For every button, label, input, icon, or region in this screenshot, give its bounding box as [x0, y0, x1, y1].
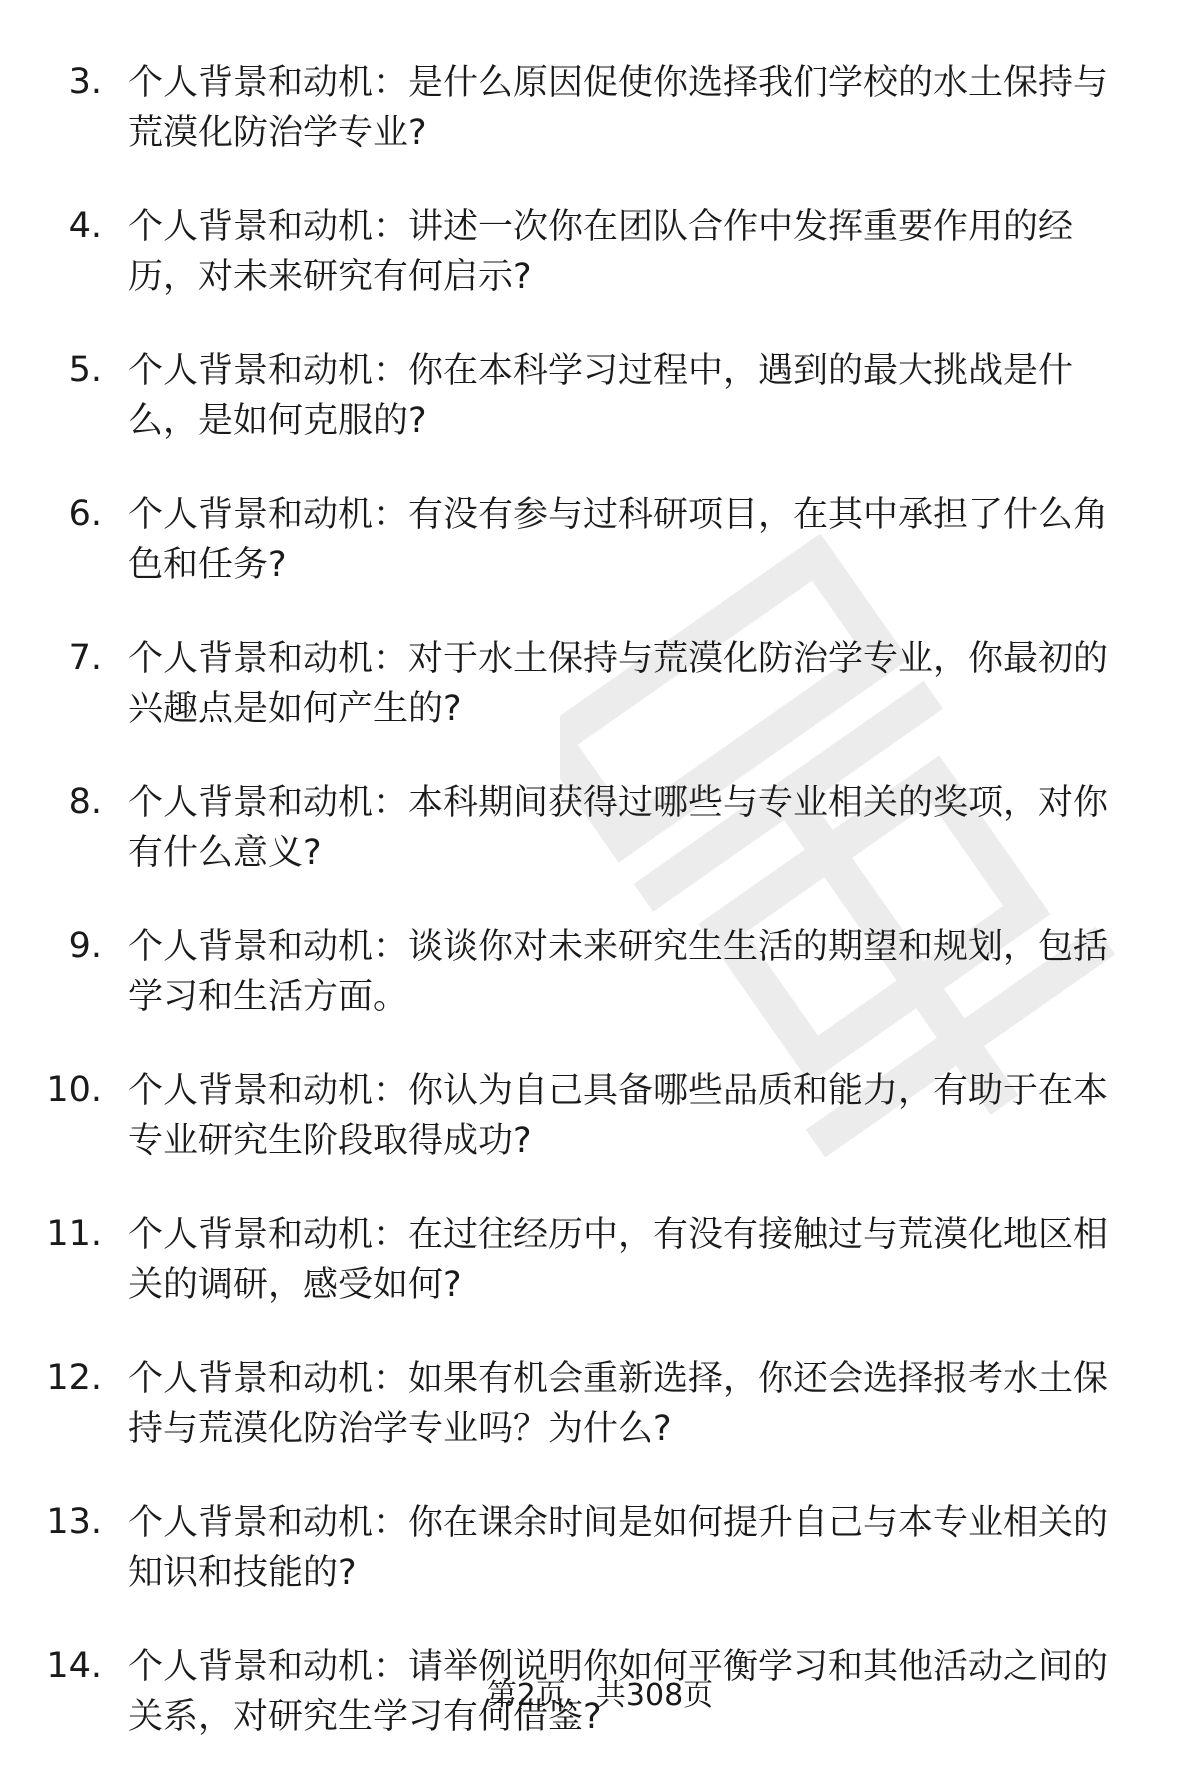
question-text: 个人背景和动机：有没有参与过科研项目，在其中承担了什么角色和任务? — [128, 495, 1109, 585]
question-text: 个人背景和动机：你在课余时间是如何提升自己与本专业相关的知识和技能的? — [128, 1503, 1109, 1593]
page-footer — [0, 1676, 1200, 1716]
question-text: 个人背景和动机：请举例说明你如何平衡学习和其他活动之间的关系，对研究生学习有何借鉴? — [128, 1647, 1109, 1737]
question-number: 9. — [68, 926, 102, 966]
list-item — [0, 1348, 1200, 1492]
list-item — [0, 196, 1200, 340]
question-text: 个人背景和动机：是什么原因促使你选择我们学校的水土保持与荒漠化防治学专业? — [128, 63, 1109, 153]
question-number: 11. — [46, 1214, 102, 1254]
question-number: 8. — [68, 782, 102, 822]
list-item — [0, 52, 1200, 196]
question-text: 个人背景和动机：在过往经历中，有没有接触过与荒漠化地区相关的调研，感受如何? — [128, 1215, 1109, 1305]
question-number: 5. — [68, 350, 102, 390]
question-text: 个人背景和动机：对于水土保持与荒漠化防治学专业，你最初的兴趣点是如何产生的? — [128, 639, 1109, 729]
question-number: 7. — [68, 638, 102, 678]
question-number: 14. — [46, 1646, 102, 1686]
question-text: 个人背景和动机：谈谈你对未来研究生生活的期望和规划，包括学习和生活方面。 — [128, 927, 1109, 1017]
list-item — [0, 1492, 1200, 1636]
question-text: 个人背景和动机：本科期间获得过哪些与专业相关的奖项，对你有什么意义? — [128, 783, 1109, 873]
question-text: 个人背景和动机：如果有机会重新选择，你还会选择报考水土保持与荒漠化防治学专业吗？为什么? — [128, 1359, 1109, 1449]
question-text: 个人背景和动机：你认为自己具备哪些品质和能力，有助于在本专业研究生阶段取得成功? — [128, 1071, 1109, 1161]
list-item — [0, 484, 1200, 628]
question-number: 4. — [68, 206, 102, 246]
question-number: 3. — [68, 62, 102, 102]
list-item — [0, 628, 1200, 772]
list-item — [0, 340, 1200, 484]
list-item — [0, 772, 1200, 916]
list-item — [0, 1060, 1200, 1204]
question-text: 个人背景和动机：你在本科学习过程中，遇到的最大挑战是什么，是如何克服的? — [128, 351, 1074, 441]
question-number: 13. — [46, 1502, 102, 1542]
question-number: 12. — [46, 1358, 102, 1398]
question-list — [0, 52, 1200, 1780]
page-indicator: 第2页，共308页 — [486, 1678, 714, 1713]
question-text: 个人背景和动机：讲述一次你在团队合作中发挥重要作用的经历，对未来研究有何启示? — [128, 207, 1074, 297]
question-number: 10. — [46, 1070, 102, 1110]
list-item — [0, 1204, 1200, 1348]
list-item — [0, 916, 1200, 1060]
question-number: 6. — [68, 494, 102, 534]
